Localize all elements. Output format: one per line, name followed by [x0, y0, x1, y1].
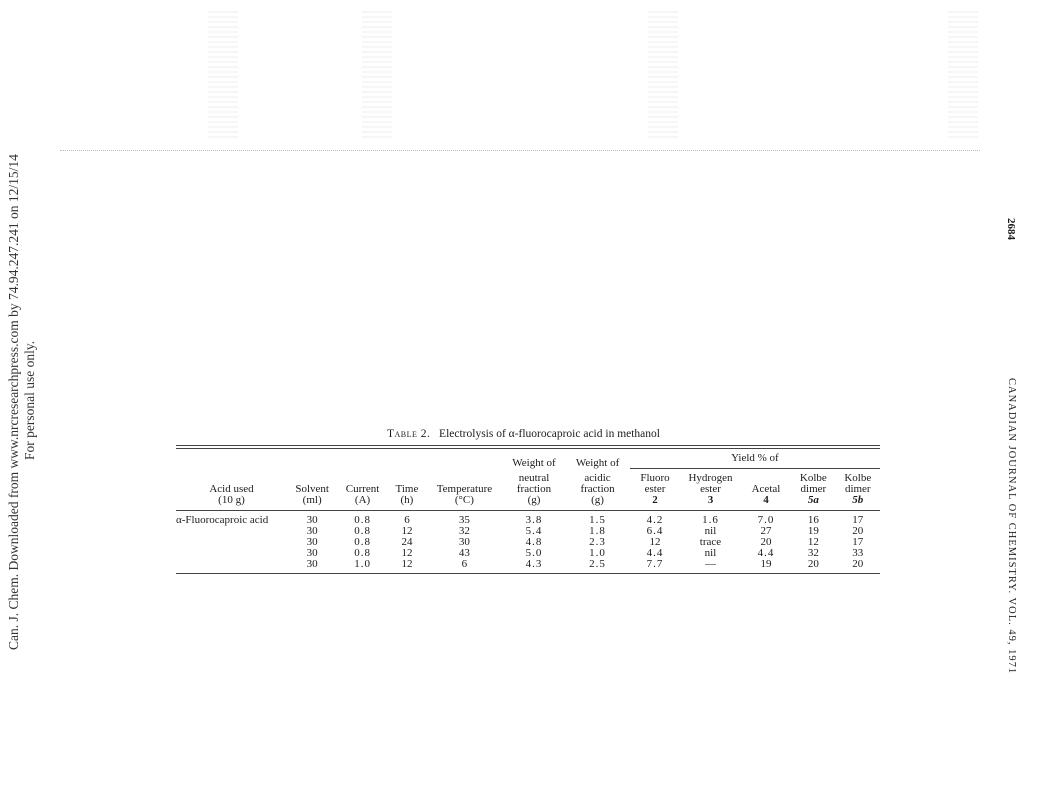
- cell-neutral: 4.8: [525, 536, 543, 548]
- cell-temperature: 35: [458, 514, 470, 526]
- cell-solvent: 30: [306, 525, 318, 537]
- cell-kolbe-b: 33: [852, 547, 864, 559]
- cell-fluoro-ester: 6.4: [646, 525, 664, 537]
- header-row-mid: [176, 469, 880, 485]
- cell-kolbe-b: 17: [852, 514, 864, 526]
- cell-acidic: 1.0: [589, 547, 606, 559]
- cell-acetal: 4.4: [757, 547, 775, 559]
- bleedthrough-smudge: [648, 8, 678, 138]
- col-header-neutral: neutral: [518, 472, 550, 484]
- unit-acidic: (g): [591, 494, 604, 506]
- cell-solvent: 30: [306, 536, 318, 548]
- col-header-acidic: acidic: [584, 472, 611, 484]
- cell-time: 12: [401, 558, 413, 570]
- cell-hydrogen-ester: trace: [699, 536, 722, 548]
- cell-acid: α-Fluorocaproic acid: [176, 514, 269, 526]
- unit-neutral: (g): [527, 494, 541, 506]
- col-header-fluoro-ester: ester: [644, 483, 666, 495]
- col-header-hydrogen: Hydrogen: [688, 472, 733, 484]
- cell-time: 24: [401, 536, 413, 548]
- table-body: [176, 515, 880, 570]
- cell-fluoro-ester: 7.7: [646, 558, 664, 570]
- cell-temperature: 32: [458, 525, 470, 537]
- cell-acetal: 7.0: [757, 514, 775, 526]
- electrolysis-table: [176, 453, 880, 570]
- cell-fluoro-ester: 12: [649, 536, 661, 548]
- journal-running-head: CANADIAN JOURNAL OF CHEMISTRY. VOL. 49, 1971: [1006, 378, 1017, 675]
- bleedthrough-smudge: [362, 8, 392, 138]
- personal-use-notice: For personal use only.: [22, 340, 37, 460]
- cell-time: 12: [401, 547, 413, 559]
- col-header-fluoro: Fluoro: [640, 472, 670, 484]
- compound-number-2: 2: [652, 494, 658, 506]
- cell-solvent: 30: [306, 547, 318, 559]
- cell-time: 12: [401, 525, 413, 537]
- col-header-acid: Acid used: [209, 483, 254, 495]
- cell-neutral: 5.0: [525, 547, 543, 559]
- col-header-acidic-top: Weight of: [575, 456, 620, 469]
- bottom-rule: [176, 573, 880, 574]
- bleedthrough-smudge: [948, 8, 978, 138]
- unit-solvent: (ml): [302, 494, 322, 506]
- cell-neutral: 5.4: [525, 525, 543, 537]
- download-notice: Can. J. Chem. Downloaded from www.nrcresearchpress.com by 74.94.247.241 on 12/15/14: [6, 154, 21, 650]
- cell-hydrogen-ester: nil: [704, 547, 717, 559]
- col-header-acetal: Acetal: [751, 483, 781, 495]
- unit-current: (A): [354, 494, 371, 506]
- bleedthrough-smudge: [208, 8, 238, 138]
- cell-temperature: 43: [458, 547, 470, 559]
- cell-kolbe-a: 20: [807, 558, 819, 570]
- faint-bleedthrough-area: [60, 0, 980, 151]
- cell-fluoro-ester: 4.2: [646, 514, 664, 526]
- cell-hydrogen-ester: nil: [704, 525, 717, 537]
- cell-acetal: 19: [760, 558, 772, 570]
- cell-acetal: 20: [760, 536, 772, 548]
- col-header-kolbe-a-dimer: dimer: [800, 483, 827, 495]
- col-header-solvent: Solvent: [295, 483, 329, 495]
- col-header-kolbe-a: Kolbe: [799, 472, 827, 484]
- cell-current: 0.8: [354, 525, 371, 537]
- cell-fluoro-ester: 4.4: [646, 547, 664, 559]
- cell-kolbe-a: 32: [807, 547, 819, 559]
- cell-temperature: 30: [458, 536, 470, 548]
- unit-time: (h): [400, 494, 414, 506]
- unit-temperature: (°C): [454, 494, 474, 506]
- cell-acidic: 2.3: [589, 536, 606, 548]
- cell-acid: [176, 559, 287, 570]
- col-header-neutral-fraction: fraction: [516, 483, 552, 495]
- cell-acidic: 1.8: [589, 525, 606, 537]
- col-header-current: Current: [345, 483, 380, 495]
- col-header-kolbe-b-dimer: dimer: [844, 483, 871, 495]
- header-row-units: [176, 495, 880, 506]
- table-caption: [387, 428, 660, 440]
- cell-hydrogen-ester: 1.6: [702, 514, 719, 526]
- cell-acid: [176, 548, 287, 559]
- page-number: 2684: [1005, 218, 1017, 240]
- cell-acidic: 1.5: [589, 514, 606, 526]
- cell-acetal: 27: [760, 525, 772, 537]
- caption-text: Electrolysis of α-fluorocaproic acid in methanol: [439, 428, 660, 440]
- compound-number-3: 3: [707, 494, 714, 506]
- cell-time: 6: [404, 514, 410, 526]
- cell-kolbe-b: 20: [852, 525, 864, 537]
- cell-temperature: 6: [461, 558, 468, 570]
- cell-current: 1.0: [354, 558, 371, 570]
- top-rule-second: [176, 448, 880, 449]
- compound-number-4: 4: [763, 494, 769, 506]
- col-header-time: Time: [395, 483, 419, 495]
- cell-current: 0.8: [354, 536, 371, 548]
- data-table: [176, 445, 880, 574]
- cell-solvent: 30: [306, 558, 318, 570]
- compound-number-5b: 5b: [852, 494, 864, 506]
- header-rule: [176, 510, 880, 511]
- cell-acid: [176, 526, 287, 537]
- yield-group-header: Yield % of: [630, 453, 880, 469]
- col-header-neutral-top: Weight of: [512, 456, 556, 469]
- cell-kolbe-a: 12: [807, 536, 819, 548]
- cell-kolbe-b: 17: [852, 536, 864, 548]
- cell-neutral: 4.3: [525, 558, 543, 570]
- cell-solvent: 30: [306, 514, 318, 526]
- caption-label: Table 2.: [387, 428, 431, 440]
- header-row-group: [176, 453, 880, 469]
- top-rule: [176, 445, 880, 446]
- cell-current: 0.8: [354, 514, 371, 526]
- cell-hydrogen-ester: —: [704, 558, 716, 570]
- compound-number-5a: 5a: [807, 494, 819, 506]
- cell-neutral: 3.8: [525, 514, 543, 526]
- col-header-acidic-fraction: fraction: [580, 483, 615, 495]
- cell-acid: [176, 537, 287, 548]
- cell-current: 0.8: [354, 547, 371, 559]
- cell-kolbe-a: 19: [807, 525, 819, 537]
- cell-acidic: 2.5: [589, 558, 606, 570]
- table-row: [176, 559, 880, 570]
- cell-kolbe-b: 20: [852, 558, 864, 570]
- cell-kolbe-a: 16: [807, 514, 819, 526]
- unit-acid: (10 g): [218, 494, 245, 506]
- col-header-temperature: Temperature: [436, 483, 493, 495]
- col-header-hydrogen-ester: ester: [700, 483, 721, 495]
- col-header-kolbe-b: Kolbe: [844, 472, 872, 484]
